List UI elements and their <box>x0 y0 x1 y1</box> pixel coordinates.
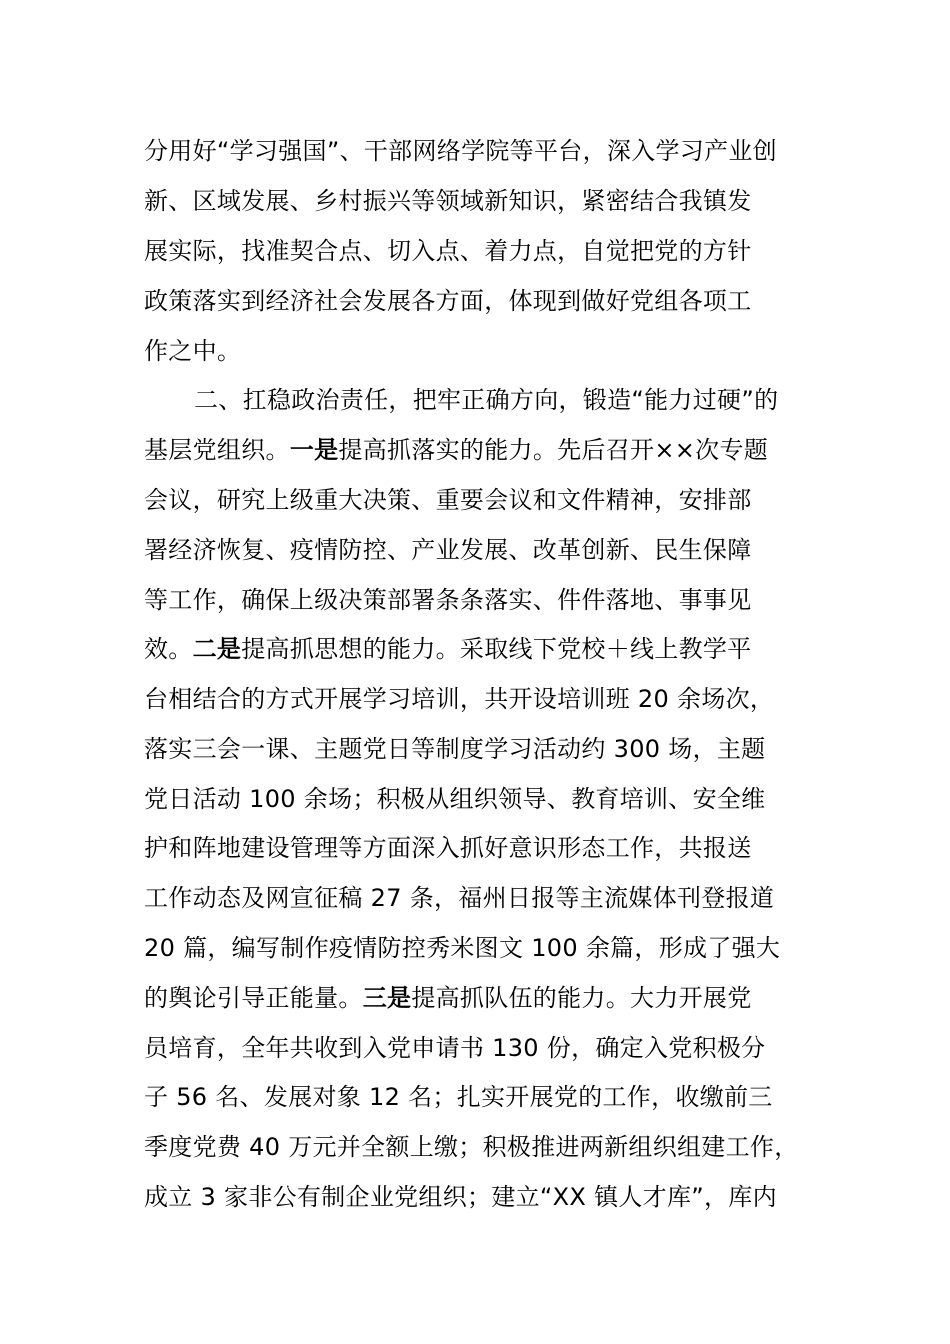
paragraph-line: 员培育，全年共收到入党申请书 130 份，确定入党积极分 <box>144 1034 766 1062</box>
paragraph-line: 落实三会一课、主题党日等制度学习活动约 300 场，主题 <box>144 735 766 763</box>
paragraph-line: 党日活动 100 余场；积极从组织领导、教育培训、安全维 <box>144 785 766 813</box>
paragraph-line: 作之中。 <box>144 337 242 365</box>
paragraph-line: 台相结合的方式开展学习培训，共开设培训班 20 余场次， <box>144 685 775 713</box>
paragraph-line: 等工作，确保上级决策部署条条落实、件件落地、事事见 <box>144 586 752 614</box>
paragraph-line: 护和阵地建设管理等方面深入抓好意识形态工作，共报送 <box>144 834 752 862</box>
paragraph-line: 子 56 名、发展对象 12 名；扎实开展党的工作，收缴前三 <box>144 1083 773 1111</box>
paragraph-line: 政策落实到经济社会发展各方面，体现到做好党组各项工 <box>144 287 752 315</box>
paragraph-line: 季度党费 40 万元并全额上缴；积极推进两新组织组建工作， <box>144 1133 799 1161</box>
paragraph-line: 分用好“学习强国”、干部网络学院等平台，深入学习产业创 <box>144 137 777 165</box>
paragraph-line: 工作动态及网宣征稿 27 条，福州日报等主流媒体刊登报道 <box>144 884 775 912</box>
paragraph-line <box>144 631 752 667</box>
bold-marker: 一是 <box>289 436 339 464</box>
text-run: 基层党组织。 <box>144 436 290 464</box>
text-run: 效。 <box>144 635 193 663</box>
paragraph-line <box>144 980 752 1016</box>
paragraph-line: 成立 3 家非公有制企业党组织；建立“XX 镇人才库”，库内 <box>144 1183 777 1211</box>
paragraph-line <box>144 432 768 468</box>
text-run: 提高抓思想的能力。采取线下党校＋线上教学平 <box>241 635 752 663</box>
text-run: 提高抓队伍的能力。大力开展党 <box>411 984 752 1012</box>
paragraph-line: 新、区域发展、乡村振兴等领域新知识，紧密结合我镇发 <box>144 187 752 215</box>
text-run: 的舆论引导正能量。 <box>144 984 363 1012</box>
paragraph-line: 20 篇，编写制作疫情防控秀米图文 100 余篇，形成了强大 <box>144 934 781 962</box>
paragraph-line: 展实际，找准契合点、切入点、着力点，自觉把党的方针 <box>144 237 752 265</box>
section-heading-line: 二、扛稳政治责任，把牢正确方向，锻造“能力过硬”的 <box>194 386 779 414</box>
paragraph-line: 署经济恢复、疫情防控、产业发展、改革创新、民生保障 <box>144 536 752 564</box>
bold-marker: 三是 <box>362 984 412 1012</box>
bold-marker: 二是 <box>192 635 242 663</box>
text-run: 提高抓落实的能力。先后召开××次专题 <box>338 436 769 464</box>
paragraph-line: 会议，研究上级重大决策、重要会议和文件精神，安排部 <box>144 486 752 514</box>
